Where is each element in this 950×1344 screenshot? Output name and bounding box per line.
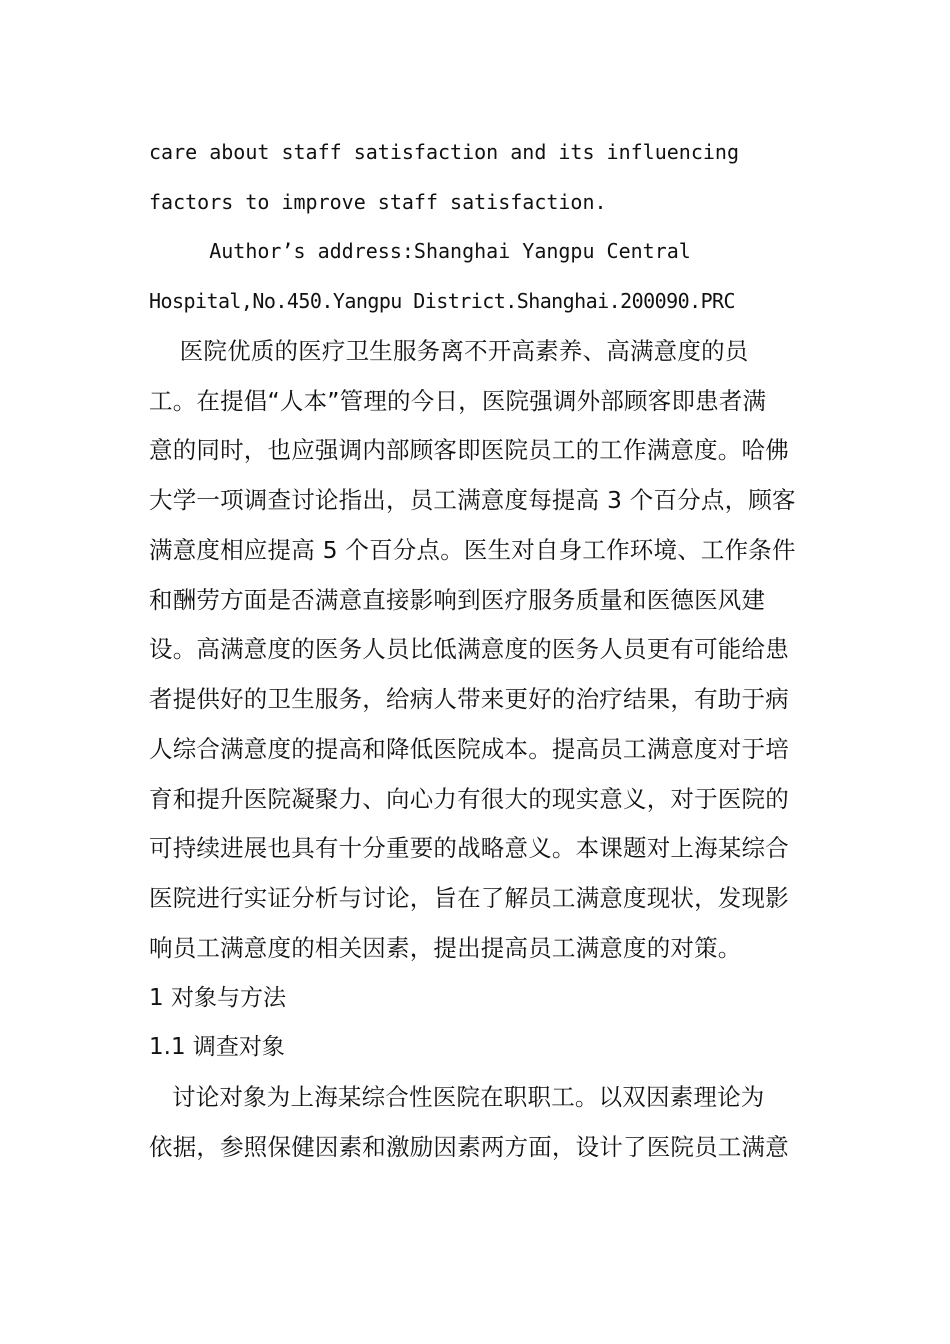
intro-line-4: 大学一项调查讨论指出，员工满意度每提高 3 个百分点，顾客 xyxy=(149,486,796,514)
intro-line-9: 人综合满意度的提高和降低医院成本。提高员工满意度对于培 xyxy=(149,735,789,763)
intro-line-1: 医院优质的医疗卫生服务离不开高素养、高满意度的员 xyxy=(149,337,749,365)
intro-line-10: 育和提升医院凝聚力、向心力有很大的现实意义，对于医院的 xyxy=(149,785,789,813)
intro-line-11: 可持续进展也具有十分重要的战略意义。本课题对上海某综合 xyxy=(149,834,789,862)
intro-line-3: 意的同时，也应强调内部顾客即医院员工的工作满意度。哈佛 xyxy=(149,436,789,464)
abstract-line-2: factors to improve staff satisfaction. xyxy=(149,190,607,214)
section-1-1-line-2: 依据，参照保健因素和激励因素两方面，设计了医院员工满意 xyxy=(149,1133,789,1161)
section-1-1-line-1: 讨论对象为上海某综合性医院在职职工。以双因素理论为 xyxy=(149,1083,765,1111)
intro-line-6: 和酬劳方面是否满意直接影响到医疗服务质量和医德医风建 xyxy=(149,586,766,614)
intro-line-12: 医院进行实证分析与讨论，旨在了解员工满意度现状，发现影 xyxy=(149,884,789,912)
author-address-line-1: Author’s address:Shanghai Yangpu Central xyxy=(149,239,691,263)
intro-line-2: 工。在提倡“人本”管理的今日，医院强调外部顾客即患者满 xyxy=(149,387,767,415)
abstract-line-1: care about staff satisfaction and its influencing xyxy=(149,140,740,164)
author-address-line-2: Hospital,No.450.Yangpu District.Shanghai.200090.PRC xyxy=(149,289,736,313)
intro-line-7: 设。高满意度的医务人员比低满意度的医务人员更有可能给患 xyxy=(149,635,789,663)
section-1-heading: 1 对象与方法 xyxy=(149,985,286,1011)
section-1-1-heading: 1.1 调查对象 xyxy=(149,1034,285,1060)
intro-line-5: 满意度相应提高 5 个百分点。医生对自身工作环境、工作条件 xyxy=(149,536,796,564)
intro-line-8: 者提供好的卫生服务，给病人带来更好的治疗结果，有助于病 xyxy=(149,685,789,713)
intro-line-13: 响员工满意度的相关因素，提出提高员工满意度的对策。 xyxy=(149,934,742,962)
